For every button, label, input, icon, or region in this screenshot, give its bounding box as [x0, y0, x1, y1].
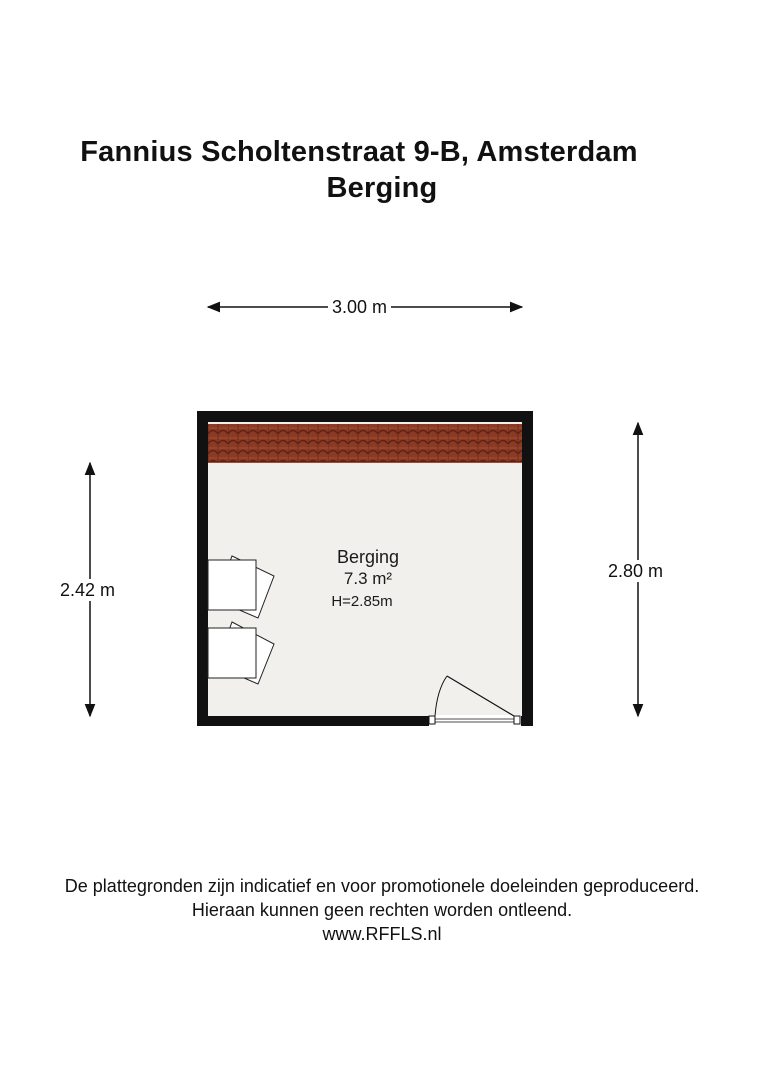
footer: [0, 874, 764, 946]
disclaimer-line-2: Hieraan kunnen geen rechten worden ontleend.: [191, 900, 573, 920]
left-height-label: 2.42 m: [56, 579, 119, 601]
right-height-label: 2.80 m: [604, 560, 667, 582]
width-label: 3.00 m: [328, 296, 391, 318]
door-opening: [429, 715, 521, 727]
room-name: Berging: [336, 547, 400, 567]
room-area: 7.3 m²: [343, 569, 393, 588]
door-jamb-right: [514, 716, 520, 724]
disclaimer-line-1: De plattegronden zijn indicatief en voor promotionele doeleinden geproduceerd.: [64, 876, 700, 896]
floor-title: Berging: [326, 172, 438, 204]
door-jamb-left: [429, 716, 435, 724]
address-title: Fannius Scholtenstraat 9-B, Amsterdam: [80, 136, 638, 168]
website-link[interactable]: www.RFFLS.nl: [322, 924, 442, 944]
roof-tiles: [208, 424, 522, 462]
room-height: H=2.85m: [331, 593, 393, 610]
